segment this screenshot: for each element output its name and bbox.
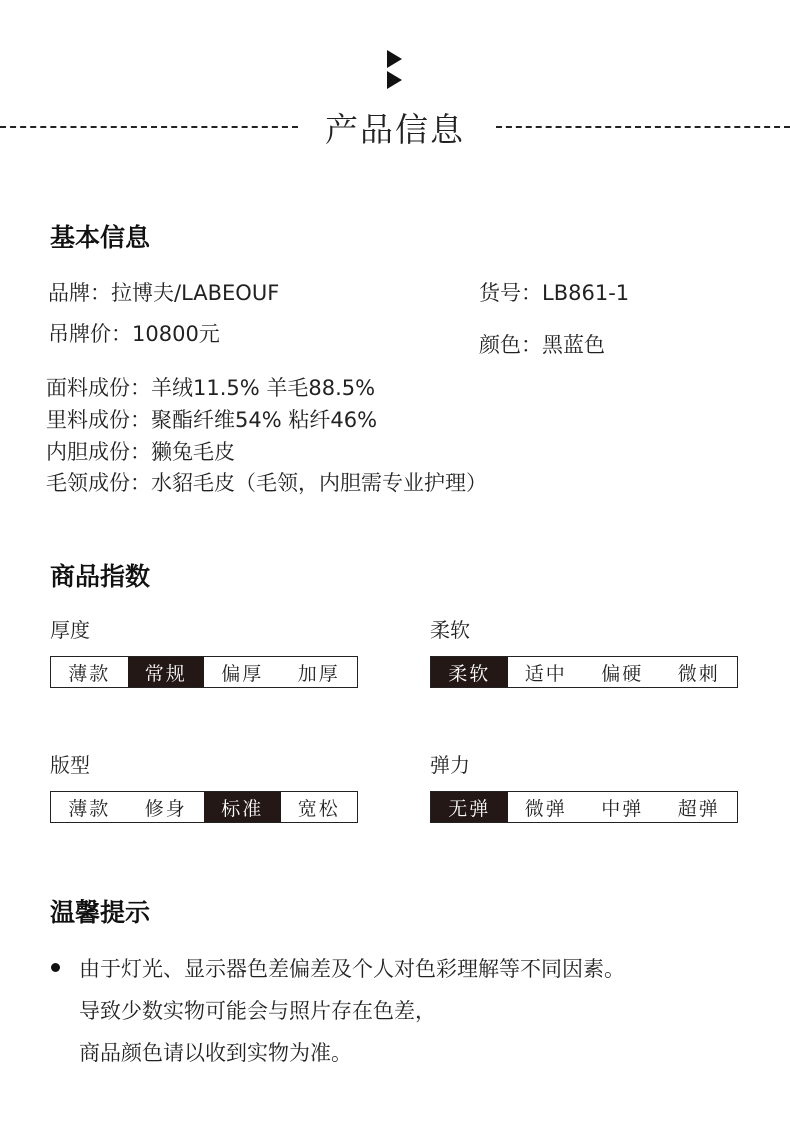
tips-heading: 温馨提示 [50, 898, 151, 927]
collar-composition: 毛领成份：水貂毛皮（毛领，内胆需专业护理） [46, 471, 487, 495]
lining-composition: 里料成份：聚酯纤维54% 粘纤46% [46, 408, 378, 432]
basic-info-heading: 基本信息 [50, 223, 151, 252]
fabric-composition: 面料成份：羊绒11.5% 羊毛88.5% [46, 376, 376, 400]
scale-option-selected: 柔软 [431, 657, 508, 687]
page-title: 产品信息 [325, 110, 465, 149]
scale-option-selected: 常规 [128, 657, 205, 687]
scale-option: 微弹 [524, 797, 567, 820]
scale-option: 修身 [144, 797, 187, 820]
fit-scale [50, 791, 358, 823]
tip-line: 商品颜色请以收到实物为准。 [79, 1041, 352, 1065]
scale-option-selected: 标准 [204, 792, 281, 822]
scale-option: 薄款 [68, 797, 111, 820]
scale-option: 微刺 [677, 662, 720, 685]
fit-label: 版型 [50, 753, 90, 777]
tag-price-text: 吊牌价：10800元 [48, 322, 220, 346]
tip-line: 导致少数实物可能会与照片存在色差， [79, 999, 436, 1023]
elasticity-scale [430, 791, 738, 823]
right-dashed-divider [496, 126, 790, 128]
softness-scale [430, 656, 738, 688]
thickness-label: 厚度 [50, 618, 90, 642]
scale-option-selected: 无弹 [431, 792, 508, 822]
color-text: 颜色：黑蓝色 [479, 333, 605, 357]
bullet-icon [51, 963, 60, 972]
elasticity-label: 弹力 [430, 753, 470, 777]
inner-composition: 内胆成份：獭兔毛皮 [46, 440, 235, 464]
scale-option: 超弹 [677, 797, 720, 820]
scale-option: 加厚 [297, 662, 340, 685]
left-dashed-divider [0, 126, 298, 128]
scale-option: 偏厚 [221, 662, 264, 685]
scale-option: 中弹 [601, 797, 644, 820]
product-index-heading: 商品指数 [50, 562, 151, 591]
brand-text: 品牌：拉博夫/LABEOUF [48, 281, 280, 305]
softness-label: 柔软 [430, 618, 470, 642]
item-number-text: 货号：LB861-1 [479, 281, 630, 305]
thickness-scale [50, 656, 358, 688]
tip-line: 由于灯光、显示器色差偏差及个人对色彩理解等不同因素。 [79, 957, 625, 981]
scale-option: 偏硬 [601, 662, 644, 685]
play-arrows-icon [387, 50, 407, 92]
scale-option: 薄款 [68, 662, 111, 685]
scale-option: 适中 [524, 662, 567, 685]
scale-option: 宽松 [297, 797, 340, 820]
